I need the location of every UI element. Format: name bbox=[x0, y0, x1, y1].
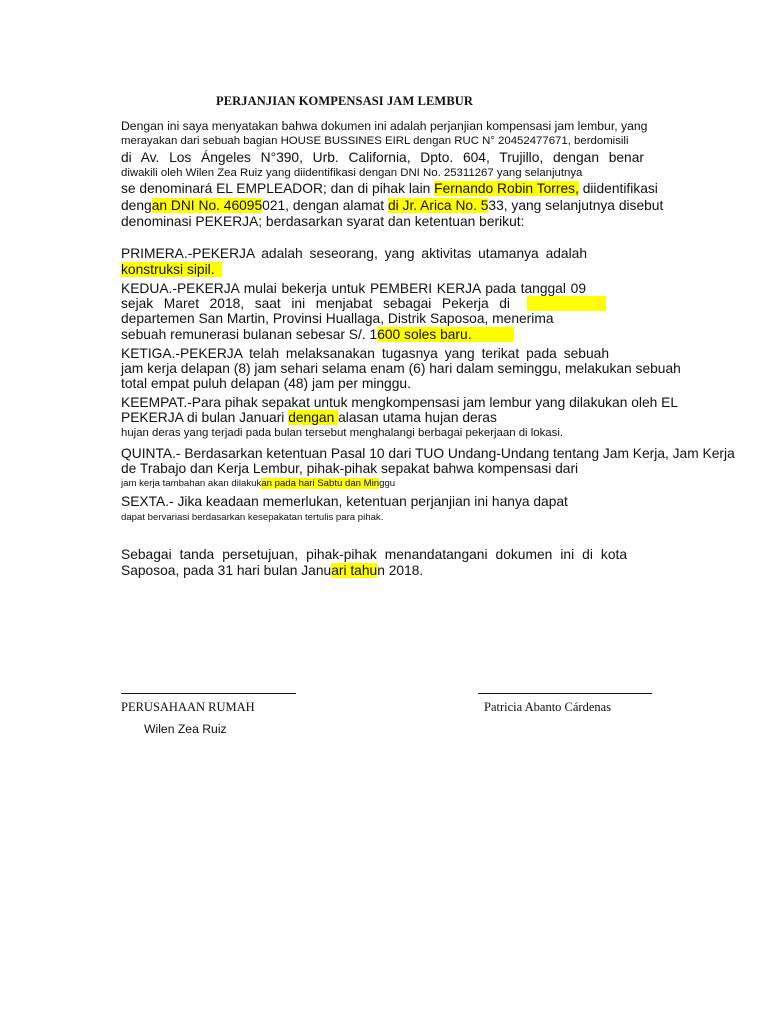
highlight-dengan: dengan bbox=[288, 410, 339, 425]
keempat-line-2: PEKERJA di bulan Januari dengan alasan utama hujan deras bbox=[121, 410, 497, 425]
primera-line-2 bbox=[121, 262, 222, 278]
signature-left-company: PERUSAHAAN RUMAH bbox=[121, 700, 255, 714]
closing-line-1: Sebagai tanda persetujuan, pihak-pihak menandatangani dokumen ini di kota bbox=[121, 547, 627, 562]
signature-left-name: Wilen Zea Ruiz bbox=[144, 722, 227, 736]
intro-line-7: denominasi PEKERJA; berdasarkan syarat dan ketentuan berikut: bbox=[121, 214, 525, 229]
intro-line-6: dengan DNI No. 46095021, dengan alamat di Jr. Arica No. 533, yang selanjutnya disebut bbox=[121, 198, 664, 213]
keempat-line-3: hujan deras yang terjadi pada bulan tersebut menghalangi berbagai pekerjaan di lokasi. bbox=[121, 427, 564, 439]
highlight-blank-position bbox=[527, 296, 606, 311]
kedua-line-1: KEDUA.-PEKERJA mulai bekerja untuk PEMBERI KERJA pada tanggal 09 bbox=[121, 281, 586, 296]
ketiga-line-3: total empat puluh delapan (48) jam per minggu. bbox=[121, 376, 411, 391]
signature-line-left bbox=[121, 693, 296, 694]
signature-line-right bbox=[478, 693, 652, 694]
highlight-month-year: ari tahu bbox=[331, 563, 378, 578]
highlight-dni: an DNI No. 46095 bbox=[151, 198, 263, 213]
signature-right-name: Patricia Abanto Cárdenas bbox=[484, 700, 612, 714]
keempat-line-1: KEEMPAT.-Para pihak sepakat untuk mengkompensasi jam lembur yang dilakukan oleh EL bbox=[121, 395, 679, 410]
highlight-salary: 600 soles baru. bbox=[377, 327, 472, 342]
document-title: PERJANJIAN KOMPENSASI JAM LEMBUR bbox=[216, 94, 474, 108]
intro-line-5: se denominará EL EMPLEADOR; dan di pihak lain Fernando Robin Torres, diidentifikasi bbox=[121, 181, 658, 196]
quinta-line-3: jam kerja tambahan akan dilakukan pada hari Sabtu dan Minggu bbox=[121, 478, 396, 489]
intro-line-4: diwakili oleh Wilen Zea Ruiz yang diidentifikasi dengan DNI No. 25311267 yang selanjutnya bbox=[121, 167, 583, 179]
closing-line-2: Saposoa, pada 31 hari bulan Januari tahun 2018. bbox=[121, 563, 424, 578]
ketiga-line-1: KETIGA.-PEKERJA telah melaksanakan tugasnya yang terikat pada sebuah bbox=[121, 346, 609, 361]
quinta-line-1: QUINTA.- Berdasarkan ketentuan Pasal 10 dari TUO Undang-Undang tentang Jam Kerja, Jam Kerja bbox=[121, 446, 735, 461]
highlight-konstruksi: konstruksi sipil. bbox=[121, 262, 215, 277]
sexta-line-1: SEXTA.- Jika keadaan memerlukan, ketentuan perjanjian ini hanya dapat bbox=[121, 494, 568, 509]
ketiga-line-2: jam kerja delapan (8) jam sehari selama enam (6) hari dalam seminggu, melakukan sebuah bbox=[121, 361, 681, 376]
intro-line-1: Dengan ini saya menyatakan bahwa dokumen ini adalah perjanjian kompensasi jam lembur, yang bbox=[121, 119, 648, 133]
quinta-line-2: de Trabajo dan Kerja Lembur, pihak-pihak sepakat bahwa kompensasi dari bbox=[121, 461, 579, 476]
primera-line-1: PRIMERA.-PEKERJA adalah seseorang, yang aktivitas utamanya adalah bbox=[121, 246, 587, 261]
kedua-line-4: sebuah remunerasi bulanan sebesar S/. 1600 soles baru. bbox=[121, 327, 514, 343]
intro-line-2: merayakan dari sebuah bagian HOUSE BUSSINES EIRL dengan RUC N° 20452477671, berdomisili bbox=[121, 135, 629, 147]
highlight-address: di Jr. Arica No. 5 bbox=[387, 198, 489, 213]
kedua-line-3: departemen San Martin, Provinsi Huallaga, Distrik Saposoa, menerima bbox=[121, 311, 554, 326]
sexta-line-2: dapat bervariasi berdasarkan kesepakatan tertulis para pihak. bbox=[121, 512, 384, 523]
kedua-line-2: sejak Maret 2018, saat ini menjabat sebagai Pekerja di bbox=[121, 296, 510, 311]
intro-line-3: di Av. Los Ángeles N°390, Urb. California, Dpto. 604, Trujillo, dengan benar bbox=[121, 150, 644, 165]
highlight-worker-name: Fernando Robin Torres, bbox=[434, 181, 579, 196]
highlight-saturday-sunday: an pada hari Sabtu dan Min bbox=[261, 478, 380, 489]
